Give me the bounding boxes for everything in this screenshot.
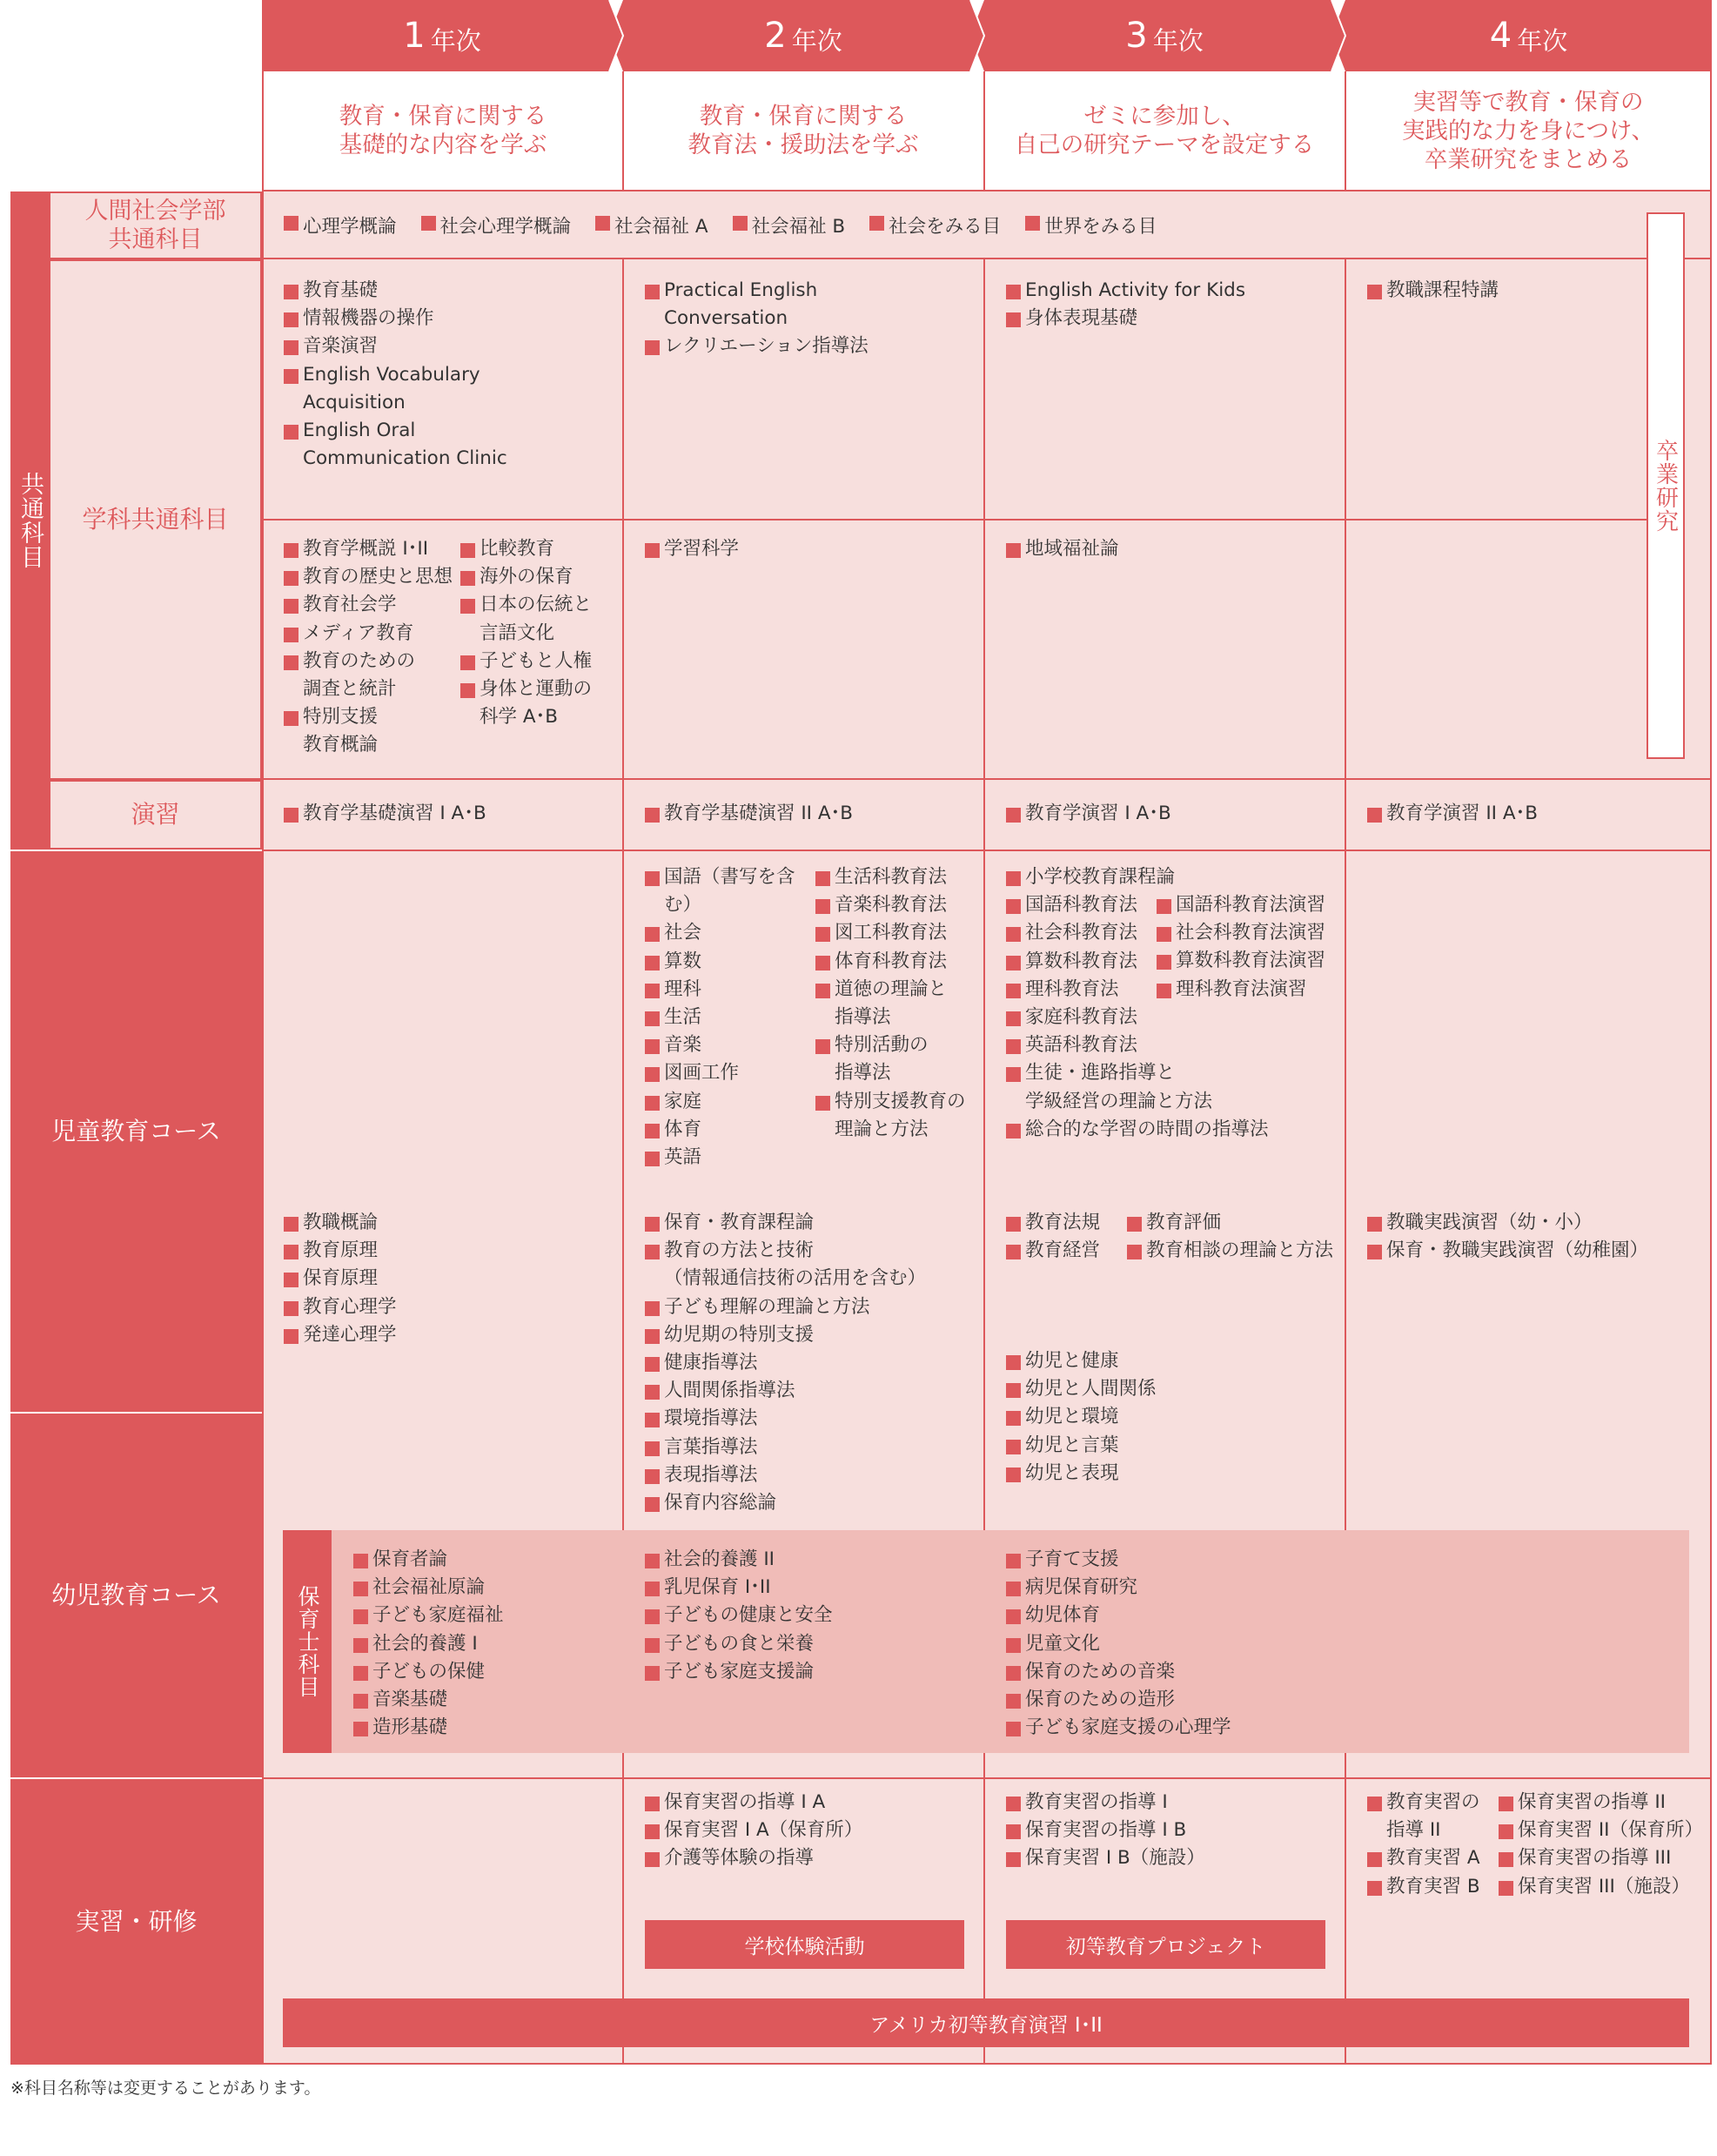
infant-course-label: 幼児教育コース — [51, 1581, 221, 1609]
list-item: 保育・教職実践演習（幼稚園） — [1367, 1237, 1707, 1265]
list-item: 保育実習の指導 I B — [1006, 1817, 1337, 1844]
list-item: 社会 — [645, 919, 810, 947]
list-item: 音楽 — [645, 1031, 810, 1059]
graduation-research-label: 卒業研究 — [1652, 439, 1679, 533]
list-item: 教育経営 — [1006, 1237, 1119, 1265]
list-item: 子どもの保健 — [353, 1658, 614, 1686]
year-2-description: 教育・保育に関する 教育法・援助法を学ぶ — [624, 71, 983, 190]
list-item: 幼児と表現 — [1006, 1460, 1337, 1488]
list-item: 病児保育研究 — [1006, 1574, 1337, 1602]
list-item: 教育実習の 指導 II — [1367, 1789, 1498, 1844]
dept-upper-y3 — [1006, 277, 1337, 332]
seminar-y2 — [645, 800, 976, 828]
shared-y2 — [645, 1209, 980, 1517]
list-item: 教育社会学 — [284, 591, 458, 619]
list-item: 保育実習の指導 II — [1499, 1789, 1712, 1817]
list-item: 図画工作 — [645, 1059, 810, 1087]
shared-y1 — [284, 1209, 614, 1349]
dept-common-label: 学科共通科目 — [50, 261, 260, 778]
child-y2a — [645, 863, 810, 1172]
list-item: 音楽基礎 — [353, 1686, 614, 1714]
list-item: 地域福祉論 — [1006, 535, 1337, 563]
list-item: 教職課程特講 — [1367, 277, 1637, 305]
elementary-project-bar: 初等教育プロジェクト — [1006, 1920, 1325, 1969]
practice-y4a — [1367, 1789, 1498, 1901]
list-item: 保育のための造形 — [1006, 1686, 1337, 1714]
list-item: 教育相談の理論と方法 — [1127, 1237, 1345, 1265]
seminar-y3 — [1006, 800, 1337, 828]
list-item: 総合的な学習の時間の指導法 — [1006, 1116, 1337, 1144]
child-y2b — [815, 863, 981, 1144]
list-item: 日本の伝統と 言語文化 — [460, 591, 617, 647]
list-item: English Vocabulary Acquisition — [284, 361, 614, 417]
list-item: 情報機器の操作 — [284, 305, 614, 332]
nursery-label-box — [283, 1530, 332, 1753]
list-item: 教育原理 — [284, 1237, 614, 1265]
list-item: 生活 — [645, 1004, 810, 1031]
list-item: 教育の歴史と思想 — [284, 563, 458, 591]
list-item: 表現指導法 — [645, 1461, 980, 1489]
list-item: 音楽科教育法 — [815, 891, 981, 919]
list-item: 算数 — [645, 948, 810, 976]
school-experience-bar: 学校体験活動 — [645, 1920, 964, 1969]
list-item: 心理学概論 — [284, 212, 397, 238]
nursery-y1 — [353, 1546, 614, 1742]
year-1-description: 教育・保育に関する 基礎的な内容を学ぶ — [264, 71, 622, 190]
dept-lower-y1b — [460, 535, 617, 731]
practice-y4b — [1499, 1789, 1712, 1901]
list-item: 教育心理学 — [284, 1293, 614, 1321]
list-item: 理科教育法演習 — [1157, 976, 1339, 1004]
list-item: 幼児と環境 — [1006, 1403, 1337, 1431]
practice-y3 — [1006, 1789, 1337, 1873]
list-item: 言葉指導法 — [645, 1434, 980, 1461]
list-item: 社会福祉 B — [733, 212, 846, 238]
year-3-description: ゼミに参加し、 自己の研究テーマを設定する — [985, 71, 1344, 190]
list-item: 環境指導法 — [645, 1405, 980, 1433]
dept-lower-y2 — [645, 535, 976, 563]
list-item: 図工科教育法 — [815, 919, 981, 947]
year-4-description: 実習等で教育・保育の 実践的な力を身につけ、 卒業研究をまとめる — [1346, 71, 1710, 190]
seminar-y1 — [284, 800, 614, 828]
list-item: 保育実習 II（保育所） — [1499, 1817, 1712, 1844]
child-course-label: 児童教育コース — [51, 1117, 221, 1145]
list-item: メディア教育 — [284, 620, 458, 648]
dept-upper-y2 — [645, 277, 976, 361]
nursery-label: 保育士科目 — [295, 1585, 320, 1698]
list-item: 保育内容総論 — [645, 1489, 980, 1517]
list-item: 国語（書写を含む） — [645, 863, 810, 919]
list-item: 教育のための 調査と統計 — [284, 648, 458, 703]
list-item: 生活科教育法 — [815, 863, 981, 891]
list-item: 社会福祉原論 — [353, 1574, 614, 1602]
child-y3b — [1157, 891, 1339, 1004]
list-item: 子どもの食と栄養 — [645, 1630, 976, 1658]
list-item: 教育学演習 I A･B — [1006, 800, 1337, 828]
list-item: 子ども家庭福祉 — [353, 1602, 614, 1629]
list-item: 社会福祉 A — [595, 212, 708, 238]
common-subjects-label: 共通科目 — [17, 472, 44, 569]
list-item: 保育原理 — [284, 1265, 614, 1293]
list-item: 発達心理学 — [284, 1321, 614, 1349]
dept-lower-y1a — [284, 535, 458, 760]
practice-y2 — [645, 1789, 976, 1873]
list-item: 社会科教育法 — [1006, 919, 1337, 947]
list-item: 算数科教育法 — [1006, 948, 1337, 976]
list-item: 特別支援 教育概論 — [284, 703, 458, 759]
list-item: 幼児体育 — [1006, 1602, 1337, 1629]
list-item: 子ども理解の理論と方法 — [645, 1293, 980, 1321]
list-item: 理科 — [645, 976, 810, 1004]
list-item: 保育実習の指導 I A — [645, 1789, 976, 1817]
list-item: 子ども家庭支援論 — [645, 1658, 976, 1686]
list-item: 幼児と健康 — [1006, 1347, 1337, 1375]
dept-upper-y4 — [1367, 277, 1637, 305]
list-item: 生徒・進路指導と 学級経営の理論と方法 — [1006, 1059, 1337, 1115]
list-item: 人間関係指導法 — [645, 1377, 980, 1405]
list-item: 教育実習 A — [1367, 1844, 1498, 1872]
list-item: 身体表現基礎 — [1006, 305, 1337, 332]
list-item: 学習科学 — [645, 535, 976, 563]
list-item: 比較教育 — [460, 535, 617, 563]
list-item: 英語 — [645, 1144, 810, 1172]
list-item: 教育学基礎演習 I A･B — [284, 800, 614, 828]
seminar-label: 演習 — [50, 782, 260, 848]
list-item: 保育実習 I A（保育所） — [645, 1817, 976, 1844]
america-practicum-bar: アメリカ初等教育演習 I･II — [283, 1998, 1689, 2047]
list-item: 幼児期の特別支援 — [645, 1321, 980, 1349]
list-item: 乳児保育 I･II — [645, 1574, 976, 1602]
year-2-label: 2 年次 — [764, 16, 842, 56]
list-item: 子どもと人権 — [460, 648, 617, 675]
list-item: 教育学演習 II A･B — [1367, 800, 1698, 828]
list-item: 教育法規 — [1006, 1209, 1119, 1237]
list-item: 国語科教育法 — [1006, 891, 1337, 919]
list-item: 社会科教育法演習 — [1157, 919, 1339, 947]
faculty-common-label: 人間社会学部 共通科目 — [50, 193, 260, 258]
shared-y4 — [1367, 1209, 1707, 1265]
list-item: 算数科教育法演習 — [1157, 947, 1339, 975]
list-item: English Activity for Kids — [1006, 277, 1337, 305]
list-item: 造形基礎 — [353, 1714, 614, 1742]
list-item: 保育実習 I B（施設） — [1006, 1844, 1337, 1872]
list-item: 子育て支援 — [1006, 1546, 1337, 1574]
year-1-label: 1 年次 — [403, 16, 481, 56]
list-item: 教育実習 B — [1367, 1873, 1498, 1901]
list-item: 国語科教育法演習 — [1157, 891, 1339, 919]
list-item: 児童文化 — [1006, 1630, 1337, 1658]
list-item: レクリエーション指導法 — [645, 332, 976, 360]
list-item: 社会的養護 II — [645, 1546, 976, 1574]
list-item: 理科教育法 — [1006, 976, 1337, 1004]
list-item: 教育基礎 — [284, 277, 614, 305]
shared-y3c — [1006, 1347, 1337, 1488]
list-item: 身体と運動の 科学 A･B — [460, 675, 617, 731]
list-item: 海外の保育 — [460, 563, 617, 591]
list-item: 教育評価 — [1127, 1209, 1345, 1237]
dept-upper-y1 — [284, 277, 614, 473]
list-item: 幼児と言葉 — [1006, 1432, 1337, 1460]
list-item: 子どもの健康と安全 — [645, 1602, 976, 1629]
list-item: 介護等体験の指導 — [645, 1844, 976, 1872]
list-item: 道徳の理論と 指導法 — [815, 976, 981, 1031]
nursery-y3 — [1006, 1546, 1337, 1742]
list-item: 英語科教育法 — [1006, 1031, 1337, 1059]
list-item: 保育のための音楽 — [1006, 1658, 1337, 1686]
list-item: 特別支援教育の 理論と方法 — [815, 1088, 981, 1144]
list-item: 教職実践演習（幼・小） — [1367, 1209, 1707, 1237]
list-item: 社会的養護 I — [353, 1630, 614, 1658]
graduation-research-box — [1647, 212, 1685, 759]
list-item: 教育学概説 I･II — [284, 535, 458, 563]
list-item: English Oral Communication Clinic — [284, 417, 614, 473]
year-3-label: 3 年次 — [1125, 16, 1204, 56]
list-item: 家庭 — [645, 1088, 810, 1116]
list-item: 特別活動の 指導法 — [815, 1031, 981, 1087]
list-item: 体育科教育法 — [815, 948, 981, 976]
year-4-label: 4 年次 — [1489, 16, 1568, 56]
shared-y3a — [1006, 1209, 1119, 1265]
seminar-y4 — [1367, 800, 1698, 828]
dept-lower-y3 — [1006, 535, 1337, 563]
list-item: 家庭科教育法 — [1006, 1004, 1337, 1031]
list-item: 教育の方法と技術 （情報通信技術の活用を含む） — [645, 1237, 980, 1293]
list-item: 音楽演習 — [284, 332, 614, 360]
list-item: 幼児と人間関係 — [1006, 1375, 1337, 1403]
list-item: 教育学基礎演習 II A･B — [645, 800, 976, 828]
list-item: 保育実習の指導 III — [1499, 1844, 1712, 1872]
footnote: ※科目名称等は変更することがあります。 — [10, 2079, 321, 2098]
list-item: 保育実習 III（施設） — [1499, 1873, 1712, 1901]
list-item: 社会をみる目 — [869, 212, 1001, 238]
list-item: Practical English Conversation — [645, 277, 976, 332]
list-item: 健康指導法 — [645, 1349, 980, 1377]
list-item: 世界をみる目 — [1025, 212, 1157, 238]
list-item: 体育 — [645, 1116, 810, 1144]
list-item: 教職概論 — [284, 1209, 614, 1237]
list-item: 子ども家庭支援の心理学 — [1006, 1714, 1337, 1742]
shared-y3b — [1127, 1209, 1345, 1265]
faculty-common-items — [284, 207, 1633, 242]
list-item: 保育者論 — [353, 1546, 614, 1574]
list-item: 教育実習の指導 I — [1006, 1789, 1337, 1817]
list-item: 小学校教育課程論 — [1006, 863, 1337, 891]
list-item: 社会心理学概論 — [421, 212, 572, 238]
practice-label: 実習・研修 — [75, 1907, 198, 1936]
list-item: 保育・教育課程論 — [645, 1209, 980, 1237]
nursery-y2 — [645, 1546, 976, 1686]
